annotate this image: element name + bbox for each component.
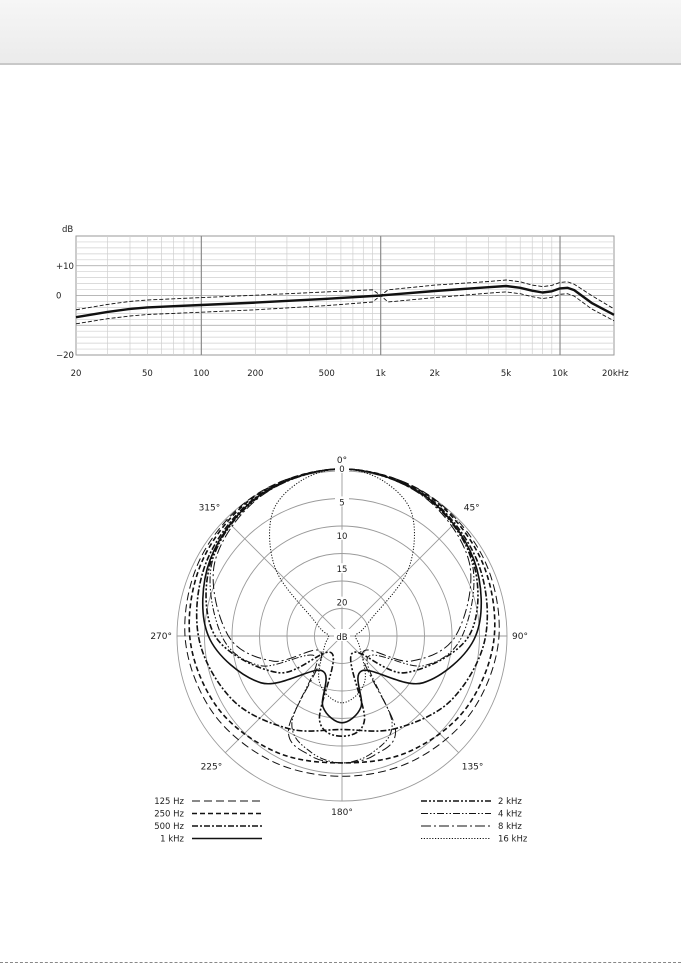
polar-radial-tick-label: 10 [336, 531, 348, 542]
fr-x-tick-label: 500 [318, 369, 335, 379]
fr-x-ticks [71, 369, 630, 379]
polar-angle-label: 270° [150, 632, 172, 642]
polar-angle-label: 45° [463, 503, 480, 514]
polar-angle-label: 135° [461, 762, 484, 773]
polar-angle-label: 315° [198, 503, 221, 514]
fr-x-tick-label: 200 [247, 369, 264, 379]
fr-x-tick-label: 50 [141, 369, 153, 379]
polar-angle-label: 90° [512, 632, 528, 642]
legend-right-label: 16 kHz [498, 834, 528, 845]
legend-left-label: 1 kHz [160, 834, 184, 845]
polar-pattern-chart [150, 456, 528, 845]
fr-x-tick-label: 20 [70, 369, 82, 379]
fr-y-axis-label: dB [62, 225, 74, 235]
polar-angle-label: 180° [331, 808, 353, 818]
fr-y-tick-label: −20 [56, 351, 74, 361]
fr-x-tick-label: 10k [552, 369, 568, 379]
legend-right-label: 2 kHz [498, 797, 522, 807]
polar-radial-tick-label: 20 [336, 598, 348, 609]
fr-y-tick-label: +10 [56, 261, 74, 272]
polar-radial-tick-label: 0 [339, 465, 345, 475]
fr-series-line [76, 280, 614, 310]
polar-radial-tick-label: 5 [339, 498, 345, 509]
legend-left-label: 250 Hz [154, 809, 184, 820]
polar-radial-tick-label: 15 [336, 565, 348, 576]
legend-right-label: 4 kHz [498, 809, 522, 820]
fr-y-tick-label: 0 [56, 291, 62, 302]
polar-unit-label: dB [336, 633, 348, 643]
polar-angle-label: 0° [336, 456, 348, 466]
fr-series [76, 280, 614, 324]
fr-x-tick-label: 100 [193, 369, 210, 379]
polar-legend [154, 797, 528, 845]
fr-grid [76, 236, 614, 355]
frequency-response-chart [56, 225, 629, 379]
polar-angle-label: 225° [200, 762, 223, 773]
legend-left-label: 500 Hz [154, 822, 184, 832]
fr-x-tick-label: 5k [500, 369, 512, 379]
fr-x-tick-label: 2k [429, 369, 440, 379]
legend-left-label: 125 Hz [154, 797, 184, 807]
fr-x-tick-label: 1k [375, 369, 386, 379]
fr-x-tick-label: 20kHz [602, 369, 629, 379]
fr-y-ticks [56, 262, 74, 361]
legend-right-label: 8 kHz [498, 822, 522, 832]
